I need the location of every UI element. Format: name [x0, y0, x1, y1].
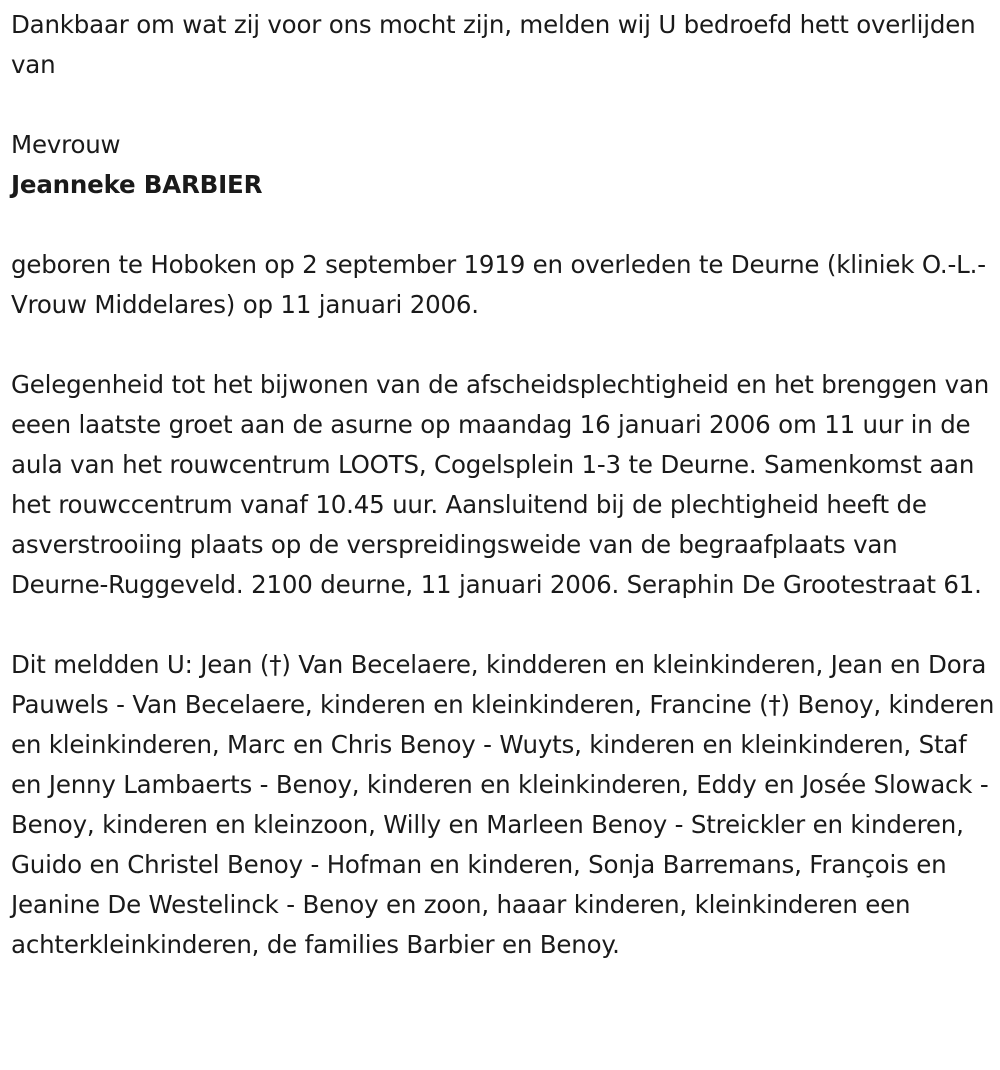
- salutation: Mevrouw: [11, 130, 121, 159]
- spacer: [11, 605, 996, 645]
- spacer: [11, 205, 996, 245]
- family-paragraph: Dit meldden U: Jean (†) Van Becelaere, kindderen en kleinkinderen, Jean en Dora Pauwels - Van Becelaere, kinderen en kleinkinderen, Francine (†) Benoy, kinderen en kleinkinderen, Marc en Chris Benoy - Wuyts, kinderen en kleinkinderen, Staf en Jenny Lambaerts - Benoy, kinderen en kleinkinderen, Eddy en Josée Slowack - Benoy, kinderen en kleinzoon, Willy en Marleen Benoy - Streickler en kinderen, Guido en Christel Benoy - Hofman en kinderen, Sonja Barremans, François en Jeanine De Westelinck - Benoy en zoon, haaar kinderen, kleinkinderen een achterkleinkinderen, de families Barbier en Benoy.: [11, 650, 995, 959]
- intro-text: Dankbaar om wat zij voor ons mocht zijn, melden wij U bedroefd hett overlijden van: [11, 10, 976, 79]
- spacer: [11, 85, 996, 125]
- death-notice: [11, 5, 996, 965]
- spacer: [11, 325, 996, 365]
- birth-death-paragraph: geboren te Hoboken op 2 september 1919 en overleden te Deurne (kliniek O.-L.-Vrouw Middelares) op 11 januari 2006.: [11, 250, 986, 319]
- ceremony-paragraph: Gelegenheid tot het bijwonen van de afscheidsplechtigheid en het brenggen van eeen laatste groet aan de asurne op maandag 16 januari 2006 om 11 uur in de aula van het rouwcentrum LOOTS, Cogelsplein 1-3 te Deurne. Samenkomst aan het rouwccentrum vanaf 10.45 uur. Aansluitend bij de plechtigheid heeft de asverstrooiing plaats op de verspreidingsweide van de begraafplaats van Deurne-Ruggeveld. 2100 deurne, 11 januari 2006. Seraphin De Grootestraat 61.: [11, 370, 990, 599]
- deceased-name: Jeanneke BARBIER: [11, 170, 263, 199]
